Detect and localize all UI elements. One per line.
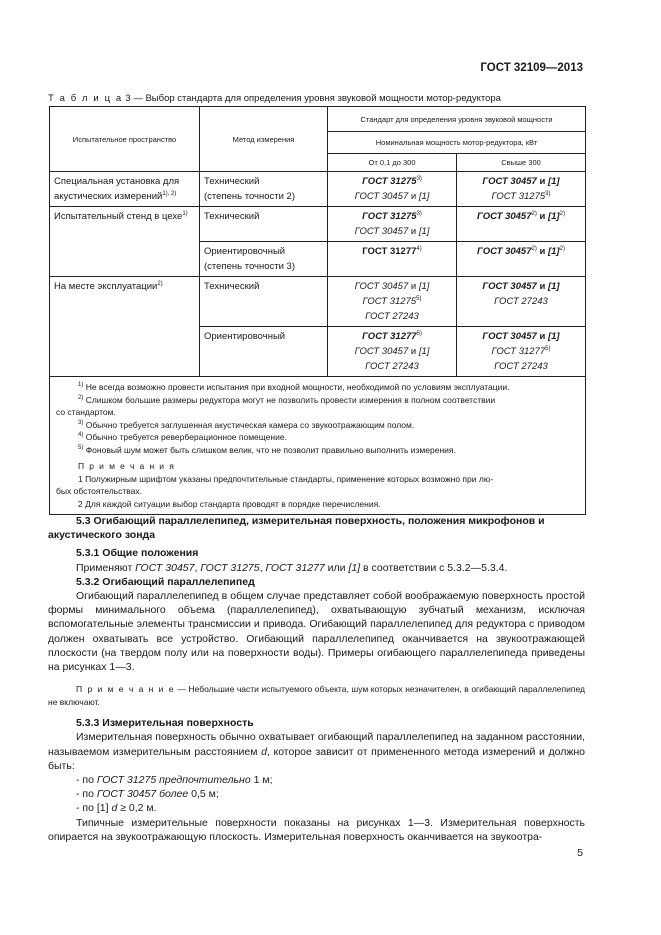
- cell-method: Технический: [200, 277, 328, 327]
- header-standard: Стандарт для определения уровня звуковой мощности: [328, 107, 586, 132]
- notes-heading: П р и м е ч а н и я: [78, 461, 176, 471]
- standards-table: [49, 106, 586, 515]
- header-range-2: Свыше 300: [457, 154, 586, 172]
- table-caption-label: Т а б л и ц а: [48, 93, 123, 104]
- cell-method: Технический: [200, 207, 328, 242]
- list-item: - по ГОСТ 30457 более 0,5 м;: [76, 788, 219, 801]
- table-caption-number: 3: [125, 93, 131, 104]
- page-number: 5: [577, 847, 583, 859]
- table-row: [50, 277, 586, 327]
- cell-standard-2: ГОСТ 30457 и [1] ГОСТ 31277$^{5)}$ ГОСТ 27243: [457, 327, 586, 377]
- cell-standard-1: ГОСТ 31275$^{3)}$ ГОСТ 30457 и [1]: [328, 172, 457, 207]
- table-notes-row: [50, 377, 586, 515]
- cell-standard-1: ГОСТ 31277$^{4)}$: [328, 242, 457, 277]
- cell-method: Технический (степень точности 2): [200, 172, 328, 207]
- cell-standard-1: ГОСТ 31275$^{3)}$ ГОСТ 30457 и [1]: [328, 207, 457, 242]
- section-heading: 5.3 Огибающий параллелепипед, измерительная поверхность, положения микрофонов и: [76, 515, 545, 527]
- section-heading-continuation: акустического зонда: [48, 529, 156, 542]
- list-item: - по ГОСТ 31275 предпочтительно 1 м;: [76, 774, 273, 787]
- document-id: ГОСТ 32109—2013: [480, 62, 583, 74]
- header-power: Номинальная мощность мотор-редуктора, кВт: [328, 132, 586, 154]
- header-range-1: От 0,1 до 300: [328, 154, 457, 172]
- subsection-heading-5-3-2: 5.3.2 Огибающий параллелепипед: [76, 575, 255, 588]
- footnote: $^{3)}$ Обычно требуется заглушенная акустическая камера со звукоотражающим полом.: [78, 419, 415, 430]
- note-continuation: бых обстоятельствах.: [56, 486, 143, 496]
- table-header-row: [50, 107, 586, 132]
- cell-method: Ориентировочный: [200, 327, 328, 377]
- footnote: $^{4)}$ Обычно требуется реверберационное помещение.: [78, 432, 287, 442]
- cell-space: На месте эксплуатации$^{2)}$: [50, 277, 200, 377]
- note: 2 Для каждой ситуации выбор стандарта проводят в порядке перечисления.: [78, 498, 381, 509]
- subsection-heading-5-3-1: 5.3.1 Общие положения: [76, 547, 199, 560]
- note: 1 Полужирным шрифтом указаны предпочтительные стандарты, применение которых возможно при лю-: [78, 473, 494, 484]
- footnote: $^{5)}$ Фоновый шум может быть слишком велик, что не позволит правильно выполнить измерения.: [78, 444, 456, 455]
- table-caption: [48, 93, 501, 104]
- subsection-heading-5-3-3: 5.3.3 Измерительная поверхность: [76, 717, 254, 730]
- subsection-5-3-1-text: Применяют ГОСТ 30457, ГОСТ 31275, ГОСТ 31277 или [1] в соответствии с 5.3.2—5.3.4.: [76, 561, 508, 574]
- table-row: [50, 207, 586, 242]
- table-caption-text: — Выбор стандарта для определения уровня звуковой мощности мотор-редуктора: [133, 93, 501, 104]
- table-notes: [50, 377, 586, 515]
- section-5-3: [48, 514, 585, 844]
- cell-standard-1: ГОСТ 30457 и [1] ГОСТ 31275$^{5)}$ ГОСТ 27243: [328, 277, 457, 327]
- footnote: $^{2)}$ Слишком большие размеры редуктора могут не позволить провести измерения в полном соответствии: [78, 394, 496, 405]
- cell-standard-2: ГОСТ 30457$^{2)}$ и $[1]^{2)}$: [457, 207, 586, 242]
- table-row: [50, 172, 586, 207]
- subsection-5-3-2-text: Огибающий параллелепипед в общем случае представляет собой воображаемую поверхность простой формы минимального объема (параллелепипед), охватывающую зубчатый механизм, исключая вспомогательные элементы трансмиссии и привода. Огибающий параллелепипед для редуктора с приводом должен охватывать все устройство. Огибающий параллелепипед оканчивается на звукоотражающей плоскости (на твердом полу или на поверхности воды). Примеры огибающего параллелепипеда приведены на рисунках 1—3.: [48, 590, 585, 674]
- cell-standard-2: ГОСТ 30457 и [1] ГОСТ 27243: [457, 277, 586, 327]
- footnote: $^{1)}$ Не всегда возможно провести испытания при входной мощности, необходимой по условиям эксплуатации.: [78, 382, 510, 392]
- footnote-continuation: со стандартом.: [56, 407, 116, 417]
- cell-method: Ориентировочный (степень точности 3): [200, 242, 328, 277]
- cell-space: Специальная установка для акустических измерений$^{1), 2)}$: [50, 172, 200, 207]
- header-method: Метод измерения: [200, 107, 328, 172]
- list-item: - по [1] d ≥ 0,2 м.: [76, 802, 157, 815]
- cell-standard-1: ГОСТ 31277$^{5)}$ ГОСТ 30457 и [1] ГОСТ 27243: [328, 327, 457, 377]
- final-paragraph: Типичные измерительные поверхности показаны на рисунках 1—3. Измерительная поверхность опирается на звукоотражающую плоскость. Измерительная поверхность оканчивается на звукоотра-: [48, 816, 585, 843]
- cell-standard-2: ГОСТ 30457$^{2)}$ и $[1]^{2)}$: [457, 242, 586, 277]
- cell-standard-2: ГОСТ 30457 и [1] ГОСТ 31275$^{3)}$: [457, 172, 586, 207]
- subsection-5-3-3-text: Измерительная поверхность обычно охватывает огибающий параллелепипед на заданном расстоянии, называемом измерительным расстоянием d, которое зависит от примененного метода измерений и должно быть:: [48, 731, 585, 772]
- cell-space: Испытательный стенд в цехе$^{1)}$: [50, 207, 200, 277]
- note-paragraph: П р и м е ч а н и е — Небольшие части испытуемого объекта, шум которых незначителен, в огибающий параллелепипед не включают.: [48, 684, 585, 707]
- header-space: Испытательное пространство: [50, 107, 200, 172]
